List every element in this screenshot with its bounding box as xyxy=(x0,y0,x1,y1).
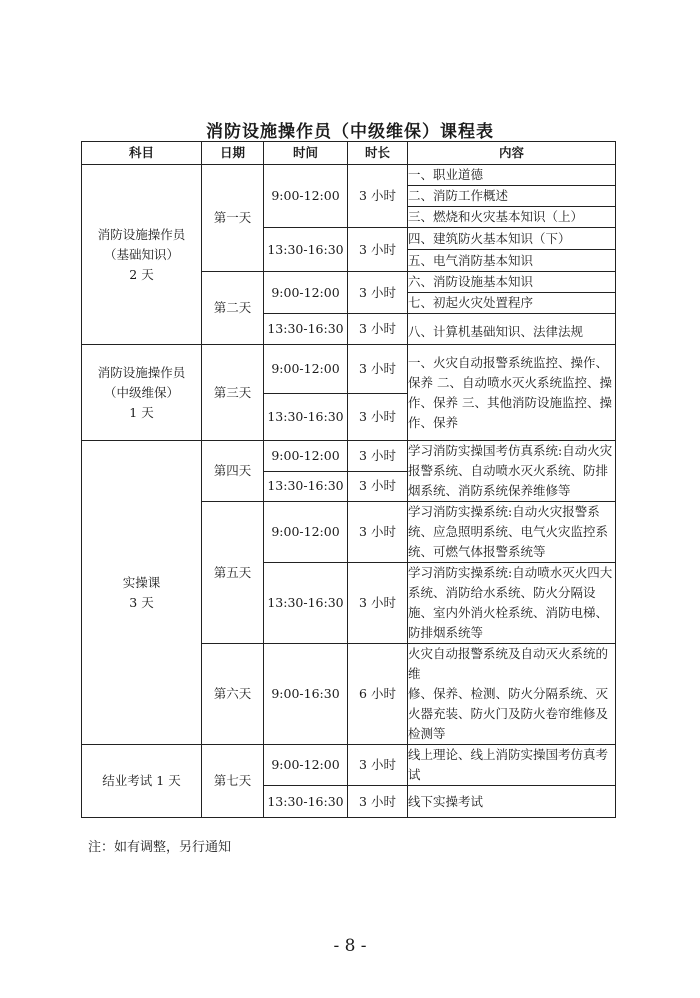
day-cell: 第四天 xyxy=(202,441,264,502)
content-cell: 二、消防工作概述 xyxy=(408,186,616,207)
subject-exam: 结业考试 1 天 xyxy=(82,745,202,818)
content-cell: 学习消防实操国考仿真系统:自动火灾报警系统、自动喷水灭火系统、防排烟系统、消防系统保养维修等 xyxy=(408,441,616,502)
duration-cell: 3 小时 xyxy=(348,786,408,818)
header-date: 日期 xyxy=(202,142,264,165)
time-cell: 9:00-12:00 xyxy=(264,272,348,314)
header-time: 时间 xyxy=(264,142,348,165)
subject-intermediate-line3: 1 天 xyxy=(129,404,154,420)
day-cell: 第三天 xyxy=(202,345,264,441)
content-cell: 线上理论、线上消防实操国考仿真考试 xyxy=(408,745,616,786)
time-cell: 9:00-16:30 xyxy=(264,644,348,745)
subject-intermediate xyxy=(82,345,202,441)
subject-intermediate-line2: （中级维保） xyxy=(103,384,179,400)
content-cell: 四、建筑防火基本知识（下） xyxy=(408,228,616,250)
header-content: 内容 xyxy=(408,142,616,165)
table-header-row xyxy=(82,142,616,165)
time-cell: 9:00-12:00 xyxy=(264,165,348,228)
duration-cell: 3 小时 xyxy=(348,228,408,272)
content-cell xyxy=(408,644,616,745)
content-cell: 学习消防实操系统:自动喷水灭火四大系统、消防给水系统、防火分隔设施、室内外消火栓系统、消防电梯、防排烟系统等 xyxy=(408,563,616,644)
day-cell: 第二天 xyxy=(202,272,264,345)
content-d3-pm: 三、其他消防设施监控、操作、保养 xyxy=(408,394,613,430)
content-cell: 学习消防实操系统:自动火灾报警系统、应急照明系统、电气火灾监控系统、可燃气体报警系统等 xyxy=(408,502,616,563)
subject-basic xyxy=(82,165,202,345)
subject-basic-line2: （基础知识） xyxy=(103,246,179,262)
content-d3-am: 一、火灾自动报警系统监控、操作、保养 二、自动喷水灭火系统监控、操作、保养 xyxy=(408,354,612,410)
content-cell: 八、计算机基础知识、法律法规 xyxy=(408,314,616,345)
subject-basic-line1: 消防设施操作员 xyxy=(97,226,186,242)
content-d6-line1: 火灾自动报警系统及自动灭火系统的维 xyxy=(408,646,609,681)
content-cell: 七、初起火灾处置程序 xyxy=(408,293,616,314)
table-row xyxy=(82,165,616,186)
duration-cell: 3 小时 xyxy=(348,165,408,228)
page-title: 消防设施操作员（中级维保）课程表 xyxy=(206,122,494,142)
time-cell: 9:00-12:00 xyxy=(264,745,348,786)
subject-practice-line1: 实操课 xyxy=(122,574,161,590)
table-row xyxy=(82,441,616,472)
duration-cell: 3 小时 xyxy=(348,345,408,394)
time-cell: 9:00-12:00 xyxy=(264,441,348,472)
duration-cell: 6 小时 xyxy=(348,644,408,745)
duration-cell: 3 小时 xyxy=(348,563,408,644)
day-cell: 第五天 xyxy=(202,502,264,644)
time-cell: 13:30-16:30 xyxy=(264,228,348,272)
content-cell xyxy=(408,345,616,441)
header-duration: 时长 xyxy=(348,142,408,165)
subject-intermediate-line1: 消防设施操作员 xyxy=(97,364,186,380)
duration-cell: 3 小时 xyxy=(348,272,408,314)
subject-basic-line3: 2 天 xyxy=(129,266,154,282)
time-cell: 13:30-16:30 xyxy=(264,394,348,441)
schedule-table xyxy=(81,141,616,818)
duration-cell: 3 小时 xyxy=(348,441,408,472)
time-cell: 9:00-12:00 xyxy=(264,502,348,563)
duration-cell: 3 小时 xyxy=(348,394,408,441)
subject-practice-line2: 3 天 xyxy=(129,594,154,610)
content-cell: 三、燃烧和火灾基本知识（上） xyxy=(408,207,616,228)
content-cell: 线下实操考试 xyxy=(408,786,616,818)
footnote: 注：如有调整，另行通知 xyxy=(88,840,232,855)
duration-cell: 3 小时 xyxy=(348,314,408,345)
day-cell: 第一天 xyxy=(202,165,264,272)
time-cell: 13:30-16:30 xyxy=(264,314,348,345)
day-cell: 第七天 xyxy=(202,745,264,818)
time-cell: 13:30-16:30 xyxy=(264,786,348,818)
page-number: - 8 - xyxy=(333,936,367,956)
time-cell: 9:00-12:00 xyxy=(264,345,348,394)
table-row xyxy=(82,345,616,394)
day-cell: 第六天 xyxy=(202,644,264,745)
duration-cell: 3 小时 xyxy=(348,745,408,786)
subject-practice xyxy=(82,441,202,745)
content-cell: 五、电气消防基本知识 xyxy=(408,250,616,272)
time-cell: 13:30-16:30 xyxy=(264,563,348,644)
duration-cell: 3 小时 xyxy=(348,471,408,502)
table-row xyxy=(82,745,616,786)
duration-cell: 3 小时 xyxy=(348,502,408,563)
header-subject: 科目 xyxy=(82,142,202,165)
content-d6-line2: 修、保养、检测、防火分隔系统、灭火器充装、防火门及防火卷帘维修及检测等 xyxy=(408,686,609,741)
content-cell: 一、职业道德 xyxy=(408,165,616,186)
content-cell: 六、消防设施基本知识 xyxy=(408,272,616,293)
time-cell: 13:30-16:30 xyxy=(264,471,348,502)
